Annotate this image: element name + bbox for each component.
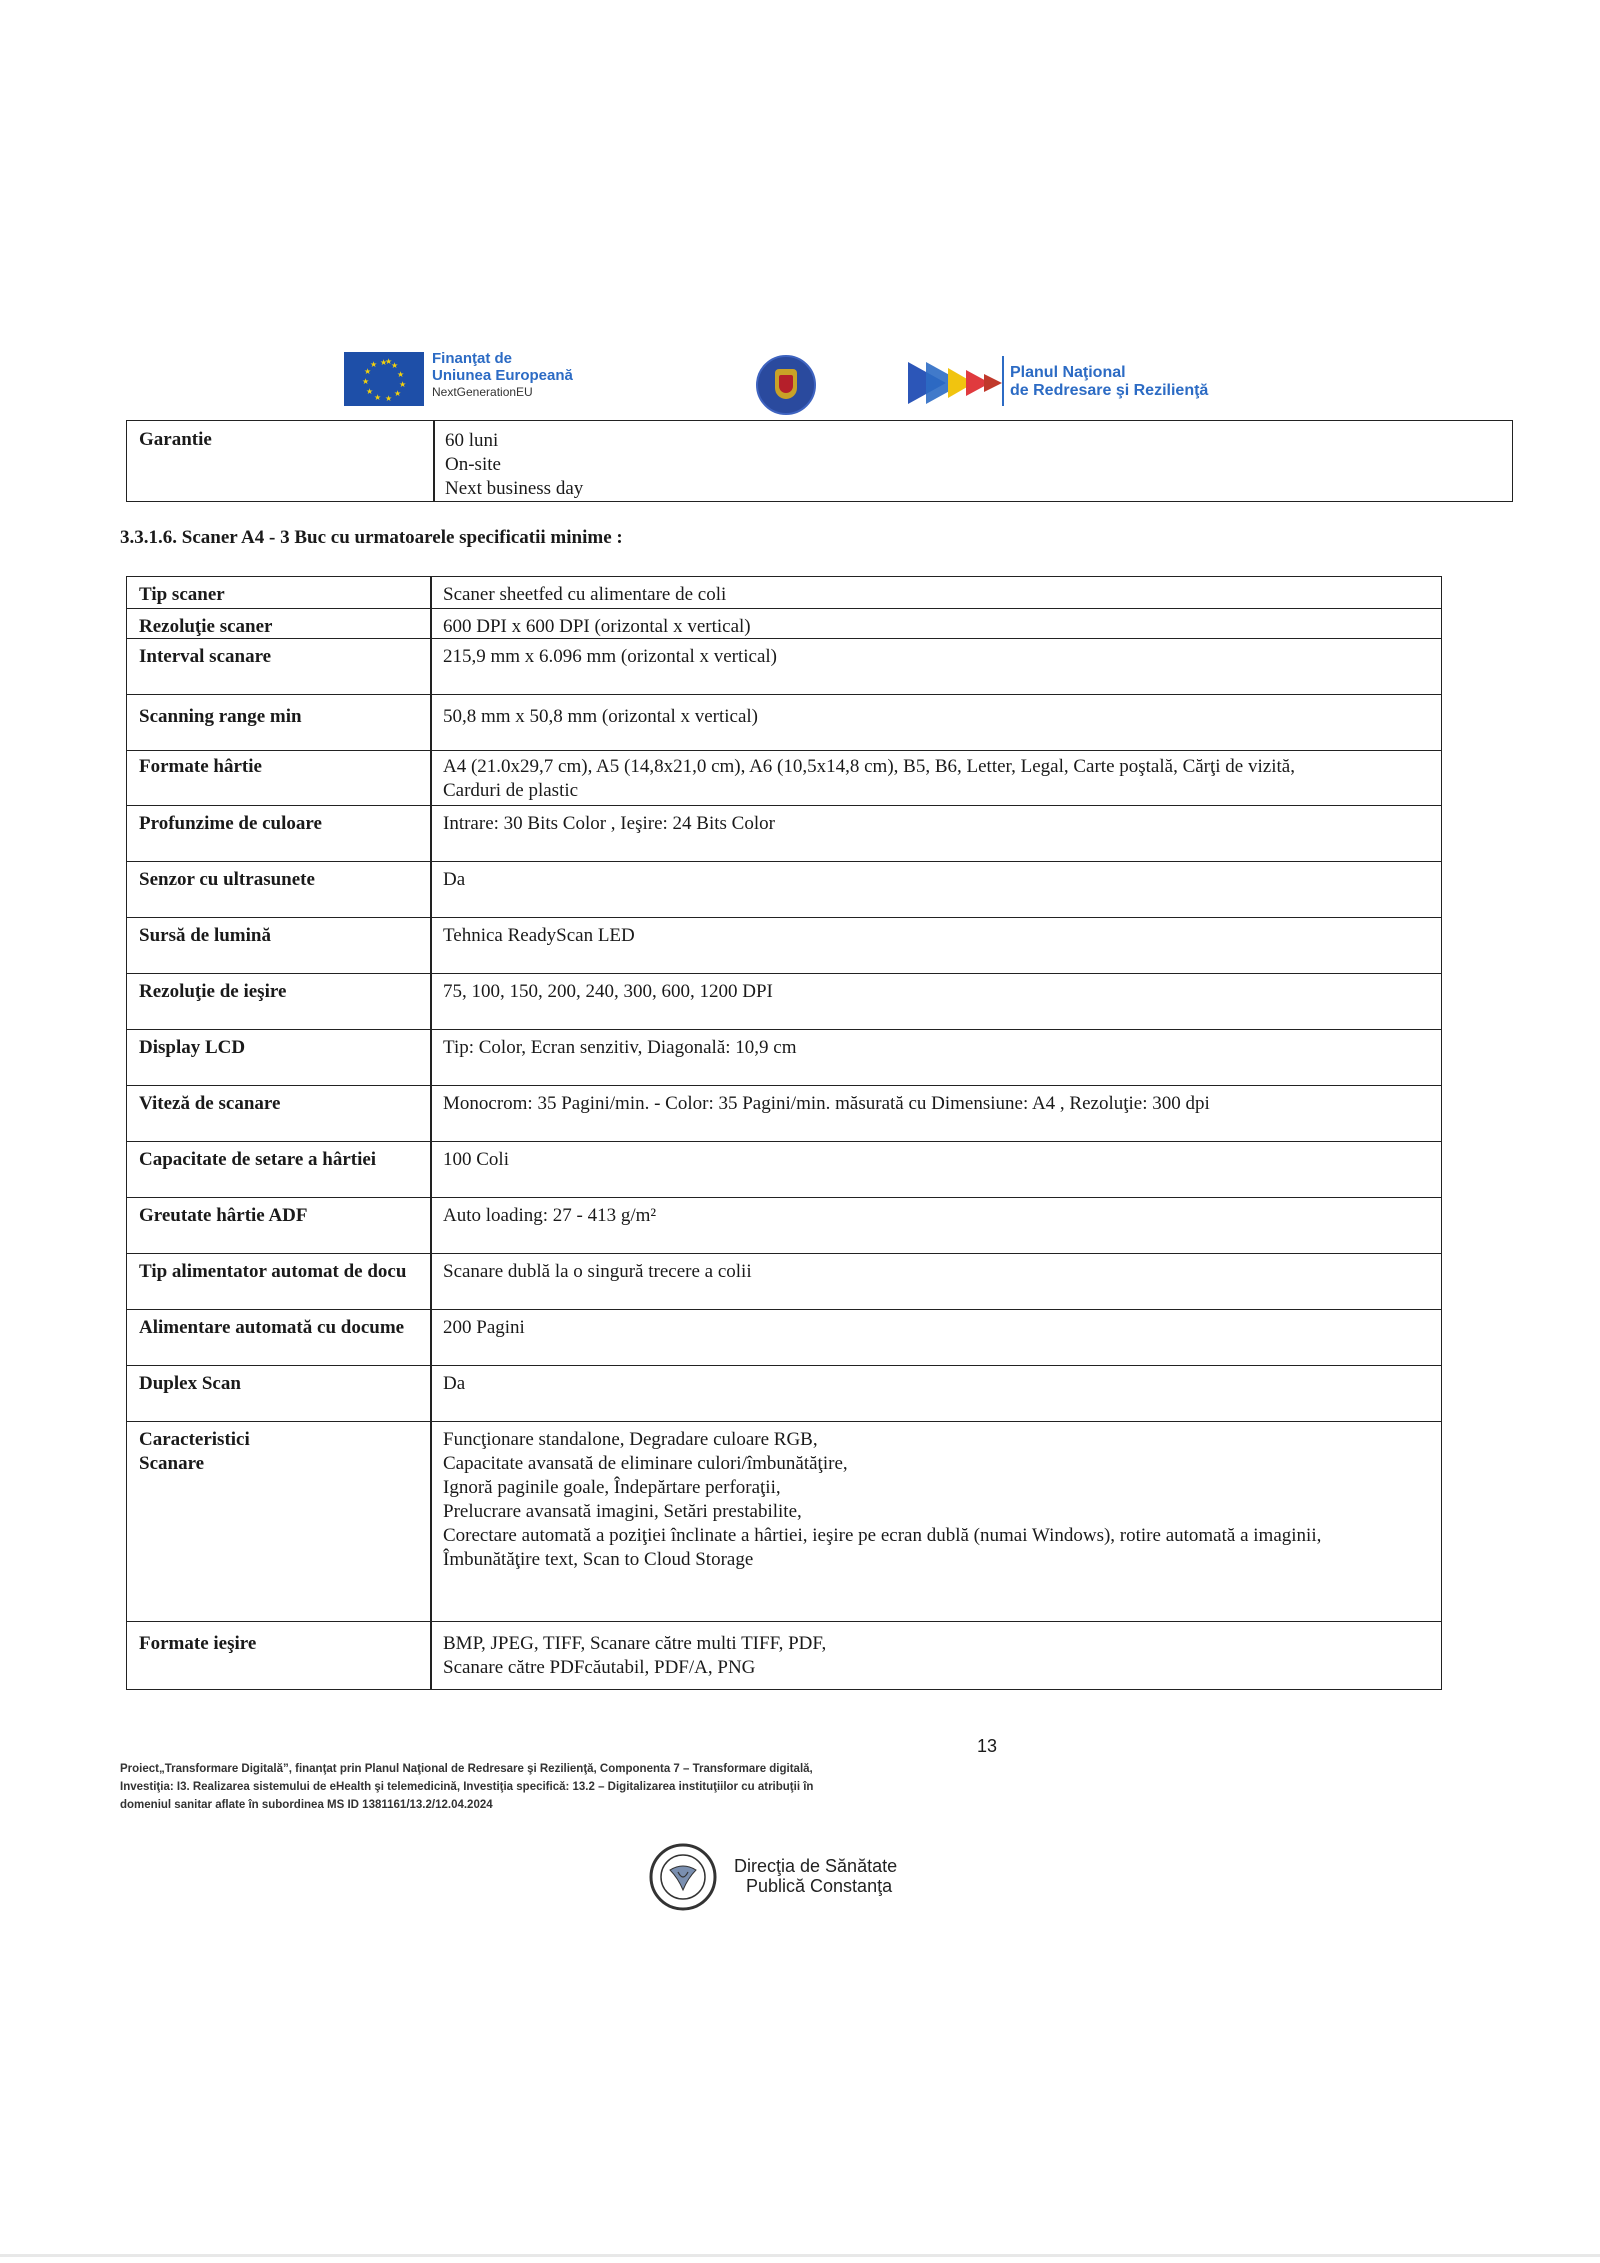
spec-value-line: Prelucrare avansată imagini, Setări prestabilite, [443,1501,802,1522]
spec-value [443,1036,1421,1060]
page-number: 13 [977,1736,998,1756]
spec-value [443,812,1421,836]
eu-funding-text [432,350,573,401]
column-divider [430,862,432,917]
eu-text-line2: Uniunea Europeană [432,367,573,384]
scan-edge [0,2254,1600,2257]
table-row [127,1085,1441,1141]
org-line: Publică Constanţa [746,1876,893,1896]
table-row [127,1253,1441,1309]
table-row [127,694,1441,750]
spec-key: Capacitate de setare a hârtiei [139,1149,377,1170]
spec-value-line: Tip: Color, Ecran senzitiv, Diagonală: 10,9 cm [443,1037,797,1058]
spec-key-line: Scanare [139,1453,205,1474]
spec-value [443,755,1421,803]
spec-key: Senzor cu ultrasunete [139,869,315,890]
spec-value [443,1092,1421,1116]
spec-value-line: Capacitate avansată de eliminare culori/îmbunătăţire, [443,1453,848,1474]
spec-value [443,1632,1421,1680]
column-divider [430,1622,432,1689]
spec-key: Viteză de scanare [139,1093,281,1114]
spec-value-line: Intrare: 30 Bits Color , Ieşire: 24 Bits Color [443,813,775,834]
spec-value-line: Corectare automată a poziţiei înclinate a hârtiei, ieşire pe ecran dublă (numai Windows), rotire automată a imaginii, [443,1525,1322,1546]
spec-value-line: 600 DPI x 600 DPI (orizontal x vertical) [443,616,751,637]
warranty-value: 60 luni [445,430,499,451]
column-divider [430,918,432,973]
warranty-label: Garantie [139,429,212,450]
spec-value-line: Tehnica ReadyScan LED [443,925,635,946]
table-row [127,861,1441,917]
column-divider [430,609,432,638]
spec-value [443,705,1421,729]
table-row [127,1365,1441,1421]
spec-key: Alimentare automată cu docume [139,1317,405,1338]
table-row [127,917,1441,973]
spec-value-line: 75, 100, 150, 200, 240, 300, 600, 1200 DPI [443,981,773,1002]
spec-value [443,583,1421,607]
org-line: Direcţia de Sănătate [734,1856,898,1876]
table-row [127,1309,1441,1365]
spec-key: Interval scanare [139,646,272,667]
warranty-value: On-site [445,454,501,475]
pnrr-text-line2: de Redresare şi Rezilienţă [1010,382,1209,399]
spec-value [443,1260,1421,1284]
table-row [127,638,1441,694]
column-divider [430,577,432,608]
spec-value [443,1148,1421,1172]
spec-key-line: Caracteristici [139,1429,250,1450]
spec-key: Tip alimentator automat de docu [139,1261,407,1282]
eu-flag-logo: ★ ★ ★ ★ ★ ★ ★ ★ ★ ★ ★ ★ [344,352,424,406]
pnrr-arrow-logo [908,358,1006,408]
spec-key: Sursă de lumină [139,925,271,946]
spec-key: Scanning range min [139,706,302,727]
scanner-spec-table [126,576,1442,1690]
table-row [127,1621,1441,1689]
spec-value-line: 50,8 mm x 50,8 mm (orizontal x vertical) [443,706,759,727]
spec-value-line: A4 (21.0x29,7 cm), A5 (14,8x21,0 cm), A6 (10,5x14,8 cm), B5, B6, Letter, Legal, Carte poştală, Cărţi de vizită, [443,756,1295,777]
column-divider [430,1142,432,1197]
table-row [127,750,1441,805]
column-divider [430,1366,432,1421]
spec-value-line: Scanare dublă la o singură trecere a colii [443,1261,752,1282]
spec-key: Rezoluţie de ieşire [139,981,287,1002]
column-divider [430,751,432,805]
spec-value-line: Funcţionare standalone, Degradare culoare RGB, [443,1429,818,1450]
footer-line: Investiţia: I3. Realizarea sistemului de eHealth şi telemedicină, Investiţia specifică: 13.2 – Digitalizarea instituţiilor cu atribuţii în [120,1781,814,1793]
warranty-table [126,420,1513,502]
eu-text-line1: Finanţat de [432,350,513,367]
spec-key: Tip scaner [139,584,225,605]
spec-key [139,1428,429,1476]
column-divider [430,1086,432,1141]
column-divider [433,421,435,501]
spec-key: Duplex Scan [139,1373,241,1394]
column-divider [430,1198,432,1253]
spec-value [443,1428,1421,1572]
warranty-value: Next business day [445,478,584,499]
table-row [127,1421,1441,1621]
spec-value-line: 100 Coli [443,1149,509,1170]
column-divider [430,1310,432,1365]
spec-value-line: Carduri de plastic [443,780,579,801]
column-divider [430,1254,432,1309]
column-divider [430,806,432,861]
column-divider [430,974,432,1029]
dsp-constanta-name [734,1856,897,1896]
dsp-constanta-emblem-icon [648,1842,718,1912]
spec-value-line: Scanare către PDFcăutabil, PDF/A, PNG [443,1657,756,1678]
header-logos [0,350,1600,420]
spec-value [443,1316,1421,1340]
pnrr-text [1010,364,1208,400]
spec-key: Display LCD [139,1037,246,1058]
warranty-values [445,429,583,501]
section-title: 3.3.1.6. Scaner A4 - 3 Buc cu urmatoarele specificatii minime : [120,527,623,548]
spec-value [443,1372,1421,1396]
spec-value-line: Ignoră paginile goale, Îndepărtare perforaţii, [443,1477,781,1498]
spec-value [443,615,1421,639]
spec-value-line: 215,9 mm x 6.096 mm (orizontal x vertical) [443,646,778,667]
table-row [127,973,1441,1029]
spec-value-line: Auto loading: 27 - 413 g/m² [443,1205,657,1226]
spec-key: Formate ieşire [139,1633,257,1654]
column-divider [430,695,432,750]
footer-line: domeniul sanitar aflate în subordinea MS ID 1381161/13.2/12.04.2024 [120,1799,493,1811]
column-divider [430,1030,432,1085]
footer-line: Proiect„Transformare Digitală”, finanţat prin Planul Naţional de Redresare şi Rezilienţă, Componenta 7 – Transformare digitală, [120,1763,813,1775]
footer-text [120,1760,970,1814]
table-row [127,1029,1441,1085]
spec-value [443,924,1421,948]
table-row [127,577,1441,608]
spec-value [443,980,1421,1004]
column-divider [430,1422,432,1621]
spec-value-line: Îmbunătăţire text, Scan to Cloud Storage [443,1549,754,1570]
spec-key: Formate hârtie [139,756,262,777]
column-divider [430,639,432,694]
spec-value-line: Da [443,1373,466,1394]
spec-value-line: 200 Pagini [443,1317,525,1338]
spec-value-line: Monocrom: 35 Pagini/min. - Color: 35 Pagini/min. măsurată cu Dimensiune: A4 , Rezoluţie: 300 dpi [443,1093,1210,1114]
spec-value [443,1204,1421,1228]
spec-value [443,868,1421,892]
spec-key: Rezoluţie scaner [139,616,273,637]
eu-text-line3: NextGenerationEU [432,385,533,399]
spec-value-line: Scaner sheetfed cu alimentare de coli [443,584,727,605]
table-row [127,1197,1441,1253]
romania-government-seal-icon [756,355,816,415]
spec-key: Profunzime de culoare [139,813,322,834]
spec-value [443,645,1421,669]
pnrr-text-line1: Planul Naţional [1010,364,1126,381]
table-row [127,1141,1441,1197]
spec-value-line: BMP, JPEG, TIFF, Scanare către multi TIFF, PDF, [443,1633,827,1654]
spec-value-line: Da [443,869,466,890]
pnrr-divider [1002,356,1004,406]
table-row [127,805,1441,861]
table-row [127,608,1441,638]
spec-key: Greutate hârtie ADF [139,1205,308,1226]
